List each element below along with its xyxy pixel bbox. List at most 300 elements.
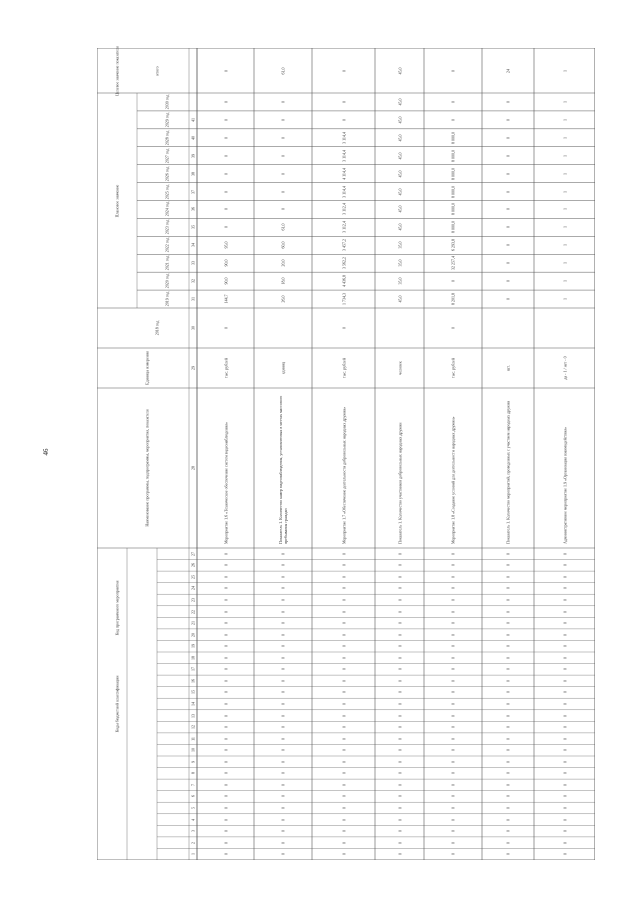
column-number: 31	[190, 297, 196, 302]
row-2-code-digit: 0	[280, 737, 286, 740]
row-5-code-digit: 0	[450, 656, 456, 659]
row-2-value-12: 0	[280, 100, 286, 103]
row-1-code-digit: 0	[223, 749, 228, 752]
row-5-value-9: 8 000,0	[450, 149, 456, 162]
row-7-value-1: 1	[562, 298, 567, 301]
row-3-value-4: 3 457,2	[341, 239, 346, 252]
row-1-value-6: 0	[223, 208, 228, 211]
column-number: 27	[190, 551, 196, 556]
column-number: 14	[190, 702, 196, 706]
header-total: итого	[154, 65, 160, 76]
row-1-unit: тыс. рублей	[223, 358, 228, 378]
row-1-value-1: 144,7	[223, 294, 228, 304]
row-4-code-digit: 0	[397, 853, 402, 856]
row-6-name: Показатель 1. Количество мероприятий, проведенных с участием народных дружин	[505, 400, 511, 544]
row-2-value-10: 0	[280, 136, 286, 139]
row-1-code-digit: 0	[223, 587, 228, 590]
header-year-2: 2020 год	[164, 273, 170, 289]
row-1-value-12: 0	[223, 100, 228, 103]
row-3-value-7: 3 114,4	[341, 185, 346, 198]
row-7-code-digit: 0	[562, 714, 567, 717]
column-number: 25	[190, 574, 196, 579]
row-7-code-digit: 0	[562, 656, 567, 659]
column-number: 38	[190, 171, 196, 176]
row-3-code-digit: 0	[341, 841, 346, 844]
row-2-value-7: 0	[280, 190, 286, 193]
row-4-code-digit: 0	[397, 841, 402, 844]
row-5-value-8: 8 000,0	[450, 167, 456, 180]
row-3-code-digit: 0	[341, 622, 346, 625]
row-6-code-digit: 0	[505, 714, 511, 717]
header-year-3: 2021 год	[164, 255, 170, 271]
header-year-8: 2026 год	[164, 166, 170, 181]
row-1-code-digit: 0	[223, 564, 228, 567]
row-5-value-12: 0	[450, 100, 456, 103]
row-7-code-digit: 0	[562, 807, 567, 809]
row-2-code-digit: 0	[280, 841, 286, 844]
row-6-code-digit: 0	[505, 703, 511, 705]
row-7-code-digit: 0	[562, 703, 567, 705]
row-1-code-digit: 0	[223, 726, 228, 729]
row-4-name: Показатель 1. Количество участников добровольных народных дружин	[397, 422, 402, 544]
row-1-code-digit: 0	[223, 599, 228, 601]
row-1-code-digit: 0	[223, 841, 228, 844]
row-4-code-digit: 0	[397, 552, 402, 555]
row-6-value-2: 0	[505, 280, 511, 283]
row-2-value-8: 0	[280, 172, 286, 175]
row-3-value-6: 3 112,4	[341, 203, 346, 216]
row-3-code-digit: 0	[341, 656, 346, 659]
row-5-code-digit: 0	[450, 633, 456, 636]
row-3-value-12: 0	[341, 100, 346, 103]
document-table	[97, 45, 595, 860]
row-6-code-digit: 0	[505, 599, 511, 601]
column-number: 4	[190, 818, 196, 821]
row-2-code-digit: 0	[280, 668, 286, 671]
header-year-9: 2027 год	[164, 148, 170, 163]
row-6-code-digit: 0	[505, 633, 511, 636]
row-4-code-digit: 0	[397, 703, 402, 705]
row-5-code-digit: 0	[450, 818, 456, 821]
row-1-code-digit: 0	[223, 737, 228, 740]
row-5-code-digit: 0	[450, 772, 456, 775]
row-5-value-3: 32 257,4	[450, 256, 456, 271]
row-4-code-digit: 0	[397, 610, 402, 613]
row-1-code-digit: 0	[223, 668, 228, 671]
row-6-code-digit: 0	[505, 726, 511, 729]
row-5-base: 0	[450, 327, 456, 329]
column-number: 7	[190, 783, 196, 786]
row-5-code-digit: 0	[450, 668, 456, 671]
row-3-value-2: 4 436,8	[341, 275, 346, 288]
row-3-code-digit: 0	[341, 818, 346, 821]
row-7-value-11: 1	[562, 118, 567, 121]
row-1-code-digit: 0	[223, 830, 228, 833]
column-number: 37	[190, 189, 196, 194]
column-number: 35	[190, 225, 196, 230]
row-4-code-digit: 0	[397, 760, 402, 763]
column-number: 5	[190, 807, 196, 809]
row-2-value-6: 0	[280, 208, 286, 211]
header-unit: Единица измерения	[144, 351, 150, 385]
row-7-unit: да - 1 / нет - 0	[562, 356, 567, 380]
row-4-code-digit: 0	[397, 795, 402, 798]
row-6-value-12: 0	[505, 100, 511, 103]
column-number: 26	[190, 563, 196, 568]
row-6-final: 24	[505, 68, 511, 73]
header-target-values: Плановое значение	[114, 184, 120, 217]
row-2-name: Показатель 1. Количество камер видеонаблюдения, установленных в местах массового пребывания граждан	[278, 395, 288, 544]
row-4-value-6: 45,0	[397, 205, 402, 213]
column-number: 16	[190, 678, 196, 683]
row-3-value-8: 4 114,4	[341, 167, 346, 180]
row-6-value-8: 0	[505, 172, 511, 175]
row-5-code-digit: 0	[450, 622, 456, 625]
header-base-year: 2018 год	[154, 320, 160, 336]
column-number: 41	[190, 117, 196, 122]
row-4-value-10: 45,0	[397, 134, 402, 142]
row-6-value-5: 0	[505, 226, 511, 229]
row-4-code-digit: 0	[397, 599, 402, 601]
column-number: 23	[190, 598, 196, 602]
row-6-value-10: 0	[505, 136, 511, 139]
row-7-value-12: 1	[562, 100, 567, 103]
header-year-5: 2023 год	[164, 220, 170, 235]
row-4-value-8: 45,0	[397, 170, 402, 178]
row-4-code-digit: 0	[397, 656, 402, 659]
row-7-name: Административное мероприятие 1.9 «Организация взаимодействия»	[562, 426, 567, 544]
row-3-code-digit: 0	[341, 726, 346, 729]
row-7-code-digit: 0	[562, 587, 567, 590]
row-5-code-digit: 0	[450, 749, 456, 752]
row-5-code-digit: 0	[450, 587, 456, 590]
row-1-code-digit: 0	[223, 610, 228, 613]
row-2-value-1: 26,0	[280, 295, 286, 303]
row-1-final: 0	[223, 69, 228, 72]
row-6-code-digit: 0	[505, 830, 511, 833]
row-4-code-digit: 0	[397, 749, 402, 752]
row-6-code-digit: 0	[505, 622, 511, 625]
row-4-code-digit: 0	[397, 668, 402, 671]
row-3-value-1: 1 734,3	[341, 293, 346, 306]
column-number: 30	[190, 326, 196, 330]
row-7-code-digit: 0	[562, 737, 567, 740]
row-2-code-digit: 0	[280, 818, 286, 821]
column-number: 33	[190, 261, 196, 266]
column-number: 1	[190, 853, 196, 856]
row-4-code-digit: 0	[397, 807, 402, 809]
row-2-code-digit: 0	[280, 783, 286, 786]
row-4-final: 45,0	[397, 67, 402, 74]
row-1-code-digit: 0	[223, 656, 228, 659]
row-1-code-digit: 0	[223, 552, 228, 555]
row-3-code-digit: 0	[341, 633, 346, 636]
row-2-code-digit: 0	[280, 587, 286, 590]
row-2-code-digit: 0	[280, 853, 286, 856]
row-6-code-digit: 0	[505, 610, 511, 613]
row-4-code-digit: 0	[397, 818, 402, 821]
row-5-code-digit: 0	[450, 691, 456, 694]
row-5-value-2: 0	[450, 280, 456, 283]
row-2-code-digit: 0	[280, 610, 286, 613]
row-7-value-6: 1	[562, 208, 567, 211]
row-6-code-digit: 0	[505, 679, 511, 682]
row-3-code-digit: 0	[341, 587, 346, 590]
row-6-code-digit: 0	[505, 853, 511, 856]
row-7-code-digit: 0	[562, 772, 567, 775]
row-6-unit: шт.	[505, 365, 511, 371]
row-7-code-digit: 0	[562, 783, 567, 786]
row-6-code-digit: 0	[505, 587, 511, 590]
row-5-name: Мероприятие 1.8 «Создание условий для деятельности народных дружин»	[450, 416, 456, 544]
row-5-code-digit: 0	[450, 783, 456, 786]
row-4-value-2: 35,0	[397, 277, 402, 285]
row-5-code-digit: 0	[450, 807, 456, 809]
column-number: 13	[190, 713, 196, 718]
row-2-code-digit: 0	[280, 726, 286, 729]
row-2-code-digit: 0	[280, 714, 286, 717]
row-1-value-9: 0	[223, 154, 228, 157]
row-7-code-digit: 0	[562, 622, 567, 625]
row-2-code-digit: 0	[280, 645, 286, 648]
row-2-code-digit: 0	[280, 679, 286, 682]
row-2-code-digit: 0	[280, 760, 286, 763]
row-4-code-digit: 0	[397, 587, 402, 590]
row-4-value-7: 45,0	[397, 188, 402, 196]
row-3-final: 0	[341, 69, 346, 72]
row-7-value-3: 1	[562, 262, 567, 265]
row-1-code-digit: 0	[223, 633, 228, 636]
row-3-unit: тыс. рублей	[341, 358, 346, 378]
column-number: 40	[190, 135, 196, 140]
column-number: 36	[190, 207, 196, 212]
row-4-value-12: 45,0	[397, 98, 402, 106]
row-6-code-digit: 0	[505, 737, 511, 740]
row-5-code-digit: 0	[450, 726, 456, 729]
row-2-value-11: 0	[280, 118, 286, 121]
row-4-value-4: 35,0	[397, 241, 402, 249]
row-6-value-7: 0	[505, 190, 511, 193]
row-2-value-3: 20,0	[280, 259, 286, 267]
row-2-value-5: 61,0	[280, 223, 286, 231]
row-4-code-digit: 0	[397, 783, 402, 786]
row-1-code-digit: 0	[223, 703, 228, 705]
row-5-code-digit: 0	[450, 830, 456, 833]
row-3-value-5: 3 112,4	[341, 221, 346, 234]
row-1-code-digit: 0	[223, 853, 228, 856]
row-3-name: Мероприятие 1.7 «Обеспечение деятельности добровольных народных дружин»	[341, 406, 346, 544]
row-1-code-digit: 0	[223, 760, 228, 763]
row-3-code-digit: 0	[341, 760, 346, 763]
row-2-code-digit: 0	[280, 633, 286, 636]
row-5-code-digit: 0	[450, 737, 456, 740]
row-2-code-digit: 0	[280, 795, 286, 798]
row-7-code-digit: 0	[562, 575, 567, 578]
row-1-value-2: 90,0	[223, 277, 228, 285]
row-6-code-digit: 0	[505, 783, 511, 786]
column-number: 18	[190, 655, 196, 660]
row-5-unit: тыс. рублей	[450, 358, 456, 378]
row-7-code-digit: 0	[562, 726, 567, 729]
row-2-code-digit: 0	[280, 552, 286, 555]
row-3-code-digit: 0	[341, 599, 346, 601]
row-7-code-digit: 0	[562, 830, 567, 833]
row-1-value-8: 0	[223, 172, 228, 175]
row-3-code-digit: 0	[341, 772, 346, 775]
row-6-value-11: 0	[505, 118, 511, 121]
column-number: 15	[190, 690, 196, 695]
row-7-code-digit: 0	[562, 552, 567, 555]
row-6-code-digit: 0	[505, 645, 511, 648]
row-3-code-digit: 0	[341, 552, 346, 555]
row-4-code-digit: 0	[397, 679, 402, 682]
row-4-value-1: 45,0	[397, 295, 402, 303]
row-1-name: Мероприятие 1.6 «Техническое обеспечение систем видеонаблюдения»	[223, 421, 228, 544]
row-3-code-digit: 0	[341, 830, 346, 833]
row-5-code-digit: 0	[450, 714, 456, 717]
row-6-code-digit: 0	[505, 668, 511, 671]
row-5-value-6: 8 000,0	[450, 203, 456, 216]
row-2-unit: единиц	[280, 361, 286, 375]
row-3-code-digit: 0	[341, 610, 346, 613]
row-5-code-digit: 0	[450, 552, 456, 555]
row-7-value-8: 1	[562, 172, 567, 175]
row-6-code-digit: 0	[505, 564, 511, 567]
row-3-value-9: 3 114,4	[341, 149, 346, 162]
row-4-code-digit: 0	[397, 622, 402, 625]
row-4-code-digit: 0	[397, 691, 402, 694]
column-number: 17	[190, 667, 196, 672]
column-number: 9	[190, 760, 196, 763]
column-number: 2	[190, 841, 196, 844]
row-2-code-digit: 0	[280, 599, 286, 601]
header-year-1: 2019 год	[164, 291, 170, 307]
header-indicator-name: Наименование программы, подпрограммы, мероприятия, показателя	[144, 409, 150, 527]
row-7-code-digit: 0	[562, 610, 567, 613]
row-4-code-digit: 0	[397, 633, 402, 636]
header-year-12: 2030 год	[164, 94, 170, 110]
row-2-value-9: 0	[280, 154, 286, 157]
header-year-7: 2025 год	[164, 184, 170, 199]
column-number: 19	[190, 644, 196, 649]
header-target-final: Целевое значение показателя	[114, 45, 120, 96]
row-2-value-2: 18,0	[280, 277, 286, 285]
row-7-value-4: 1	[562, 244, 567, 247]
row-1-value-11: 0	[223, 118, 228, 121]
row-4-code-digit: 0	[397, 575, 402, 578]
row-3-code-digit: 0	[341, 679, 346, 682]
row-1-code-digit: 0	[223, 783, 228, 786]
row-2-code-digit: 0	[280, 772, 286, 775]
row-7-final: 1	[562, 69, 567, 72]
row-6-code-digit: 0	[505, 807, 511, 809]
row-5-code-digit: 0	[450, 564, 456, 567]
row-1-base: 0	[223, 327, 228, 329]
row-2-code-digit: 0	[280, 575, 286, 578]
row-5-code-digit: 0	[450, 853, 456, 856]
row-3-value-11: 0	[341, 118, 346, 121]
row-5-code-digit: 0	[450, 795, 456, 798]
row-5-code-digit: 0	[450, 841, 456, 844]
row-7-code-digit: 0	[562, 853, 567, 856]
row-3-code-digit: 0	[341, 703, 346, 705]
row-2-code-digit: 0	[280, 622, 286, 625]
row-3-code-digit: 0	[341, 714, 346, 717]
row-7-code-digit: 0	[562, 749, 567, 752]
row-6-value-6: 0	[505, 208, 511, 211]
row-7-code-digit: 0	[562, 679, 567, 682]
row-2-code-digit: 0	[280, 703, 286, 705]
row-3-value-10: 3 114,4	[341, 131, 346, 144]
row-1-code-digit: 0	[223, 818, 228, 821]
column-number: 20	[190, 632, 196, 637]
row-5-code-digit: 0	[450, 703, 456, 705]
row-1-value-3: 90,0	[223, 259, 228, 267]
row-5-value-10: 8 000,0	[450, 131, 456, 144]
row-1-code-digit: 0	[223, 645, 228, 648]
row-2-code-digit: 0	[280, 830, 286, 833]
row-6-code-digit: 0	[505, 575, 511, 578]
row-2-value-4: 60,0	[280, 241, 286, 249]
row-7-code-digit: 0	[562, 633, 567, 636]
row-5-final: 0	[450, 69, 456, 72]
row-1-code-digit: 0	[223, 714, 228, 717]
row-5-code-digit: 0	[450, 610, 456, 613]
row-6-value-3: 0	[505, 262, 511, 265]
row-7-code-digit: 0	[562, 818, 567, 821]
row-3-code-digit: 0	[341, 668, 346, 671]
column-number: 22	[190, 609, 196, 614]
column-number: 28	[190, 466, 196, 470]
row-5-code-digit: 0	[450, 645, 456, 648]
row-7-value-7: 1	[562, 190, 567, 193]
row-3-code-digit: 0	[341, 691, 346, 694]
row-1-code-digit: 0	[223, 795, 228, 798]
row-5-code-digit: 0	[450, 760, 456, 763]
row-5-code-digit: 0	[450, 679, 456, 682]
row-2-code-digit: 0	[280, 749, 286, 752]
row-5-code-digit: 0	[450, 575, 456, 578]
row-6-code-digit: 0	[505, 795, 511, 798]
row-4-code-digit: 0	[397, 726, 402, 729]
column-number: 12	[190, 725, 196, 730]
row-1-code-digit: 0	[223, 622, 228, 625]
row-4-code-digit: 0	[397, 737, 402, 740]
row-7-value-10: 1	[562, 136, 567, 139]
row-2-code-digit: 0	[280, 564, 286, 567]
header-year-10: 2028 год	[164, 130, 170, 146]
row-3-base: 0	[341, 327, 346, 329]
header-year-6: 2024 год	[164, 202, 170, 217]
row-3-code-digit: 0	[341, 807, 346, 809]
row-5-value-7: 8 000,0	[450, 185, 456, 198]
row-1-code-digit: 0	[223, 575, 228, 578]
row-5-value-5: 8 000,0	[450, 221, 456, 234]
row-6-code-digit: 0	[505, 749, 511, 752]
row-3-code-digit: 0	[341, 645, 346, 648]
row-4-value-11: 45,0	[397, 116, 402, 124]
row-5-value-11: 0	[450, 118, 456, 121]
row-2-code-digit: 0	[280, 656, 286, 659]
row-3-code-digit: 0	[341, 795, 346, 798]
row-6-value-9: 0	[505, 154, 511, 157]
row-1-code-digit: 0	[223, 679, 228, 682]
row-7-code-digit: 0	[562, 760, 567, 763]
row-2-code-digit: 0	[280, 807, 286, 809]
column-number: 39	[190, 153, 196, 158]
row-4-value-9: 45,0	[397, 152, 402, 160]
column-number: 3	[190, 830, 196, 833]
